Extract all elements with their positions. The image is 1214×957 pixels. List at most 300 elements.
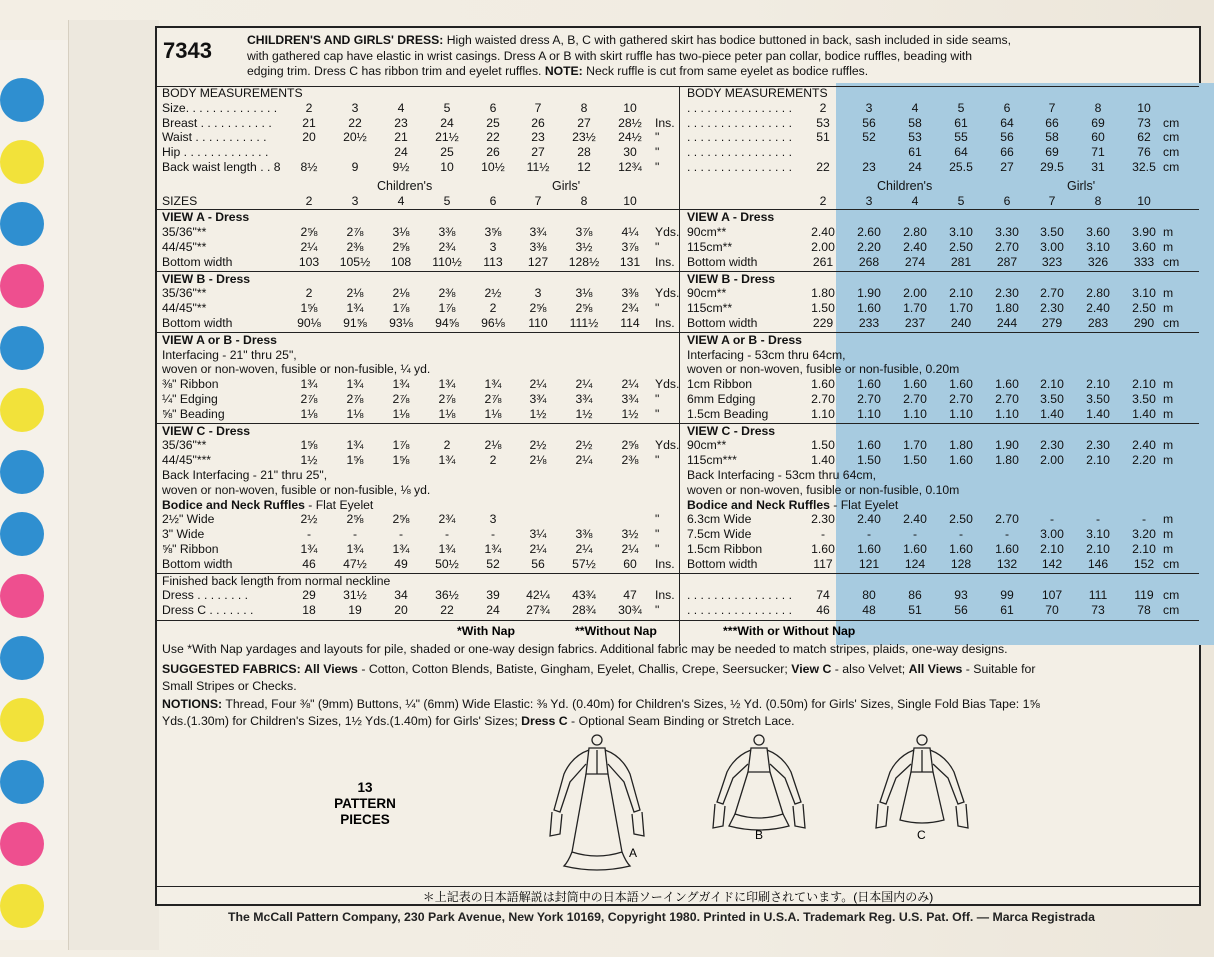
unit-label: Ins.	[655, 115, 675, 130]
cell-value: 1¾	[484, 542, 502, 556]
cell-value: 3¾	[621, 392, 639, 406]
japanese-note: ＊上記表の日本語解説は封筒中の日本語ソーイングガイドに印刷されています。(日本国内のみ)	[157, 886, 1199, 907]
cell-value: 1.60	[857, 377, 881, 392]
row-label: 115cm**	[687, 240, 733, 254]
cell-value: 1.40	[1040, 406, 1064, 421]
unit-label: cm	[1163, 254, 1180, 269]
unit-label: m	[1163, 512, 1174, 527]
row-label: 1cm Ribbon	[687, 377, 753, 392]
section-title-metric: VIEW B - Dress	[687, 271, 776, 286]
cell-value: 18	[302, 603, 316, 618]
cell-value: 57½	[572, 556, 596, 571]
pattern-title: CHILDREN'S AND GIRLS' DRESS:	[247, 33, 444, 47]
cell-value: 1½	[621, 406, 639, 421]
cell-value: 22	[440, 603, 454, 618]
cell-value: 7	[1048, 100, 1056, 115]
cell-value: 2.30	[811, 512, 835, 527]
row-label: 6mm Edging	[687, 392, 756, 406]
size-header-metric: 7	[1048, 193, 1056, 208]
size-header-metric: 2	[819, 193, 827, 208]
cell-value: 3⅜	[575, 527, 593, 542]
cell-value: 2.30	[1040, 438, 1064, 453]
cell-value: 1.60	[857, 542, 881, 556]
cell-value: 46	[302, 556, 316, 571]
cell-value: 240	[950, 316, 972, 330]
cell-value: 1.60	[949, 453, 973, 468]
unit-label: "	[655, 527, 660, 542]
cell-value: 2¼	[300, 240, 318, 254]
row-label: 2½" Wide	[162, 512, 215, 527]
color-dot	[0, 202, 44, 246]
cell-value: 107	[1041, 588, 1063, 603]
cell-value: 27	[531, 145, 545, 160]
cell-value: 9	[351, 160, 359, 174]
cell-value: 2½	[575, 438, 593, 453]
envelope-fold	[68, 20, 159, 950]
size-header: 3	[351, 193, 359, 208]
size-header-metric: 6	[1003, 193, 1011, 208]
suggested-fabrics: SUGGESTED FABRICS: All Views - Cotton, Cotton Blends, Batiste, Gingham, Eyelet, Challis, Crepe, Seersucker; View C - also Velvet; All Views - Suitable for Small Stripes or Checks.	[162, 662, 1036, 693]
cell-value: 2.40	[903, 240, 927, 254]
cell-value: 30¾	[618, 603, 642, 618]
row-label: 35/36"**	[162, 225, 207, 240]
cell-value: 70	[1045, 603, 1059, 618]
row-label: . . . . . . . . . . . . . . . .	[687, 160, 792, 174]
cell-value: 3½	[621, 527, 639, 542]
cell-value: 24	[440, 115, 454, 130]
cell-value: 90⅛	[297, 316, 321, 330]
cell-value: 2.80	[903, 225, 927, 240]
color-dot	[0, 574, 44, 618]
cell-value: -	[444, 527, 450, 542]
cell-value: 2⅜	[438, 286, 456, 301]
cell-value: 1⅝	[300, 301, 318, 316]
cell-value: 333	[1133, 254, 1155, 269]
cell-value: 4¼	[621, 225, 639, 240]
cell-value: 1.70	[949, 301, 973, 316]
cell-value: 2⅝	[346, 512, 364, 527]
cell-value: 1⅛	[392, 406, 410, 421]
cell-value: 93⅛	[389, 316, 413, 330]
cell-value: 127	[527, 254, 549, 269]
row-label: Bottom width	[687, 254, 758, 269]
cell-value: 2¼	[575, 453, 593, 468]
cell-value: 32.5	[1132, 160, 1156, 174]
unit-label: Ins.	[655, 254, 675, 269]
cell-value: 2.30	[1086, 438, 1110, 453]
with-nap-note: *With Nap	[457, 624, 515, 638]
cell-value: 12	[577, 160, 591, 174]
cell-value: 2¼	[621, 542, 639, 556]
cell-value: 1¾	[438, 377, 456, 392]
section-text: Back Interfacing - 21" thru 25",	[162, 468, 328, 482]
cell-value: -	[306, 527, 312, 542]
cell-value: 3.30	[995, 225, 1019, 240]
note-label: NOTE:	[544, 64, 583, 78]
cell-value: 3⅝	[484, 225, 502, 240]
unit-label: m	[1163, 240, 1174, 254]
cell-value: 1.60	[857, 301, 881, 316]
cell-value: 2⅛	[392, 286, 410, 301]
cell-value: 71	[1091, 145, 1105, 160]
row-label: 35/36"**	[162, 286, 207, 301]
cell-value: 142	[1041, 556, 1063, 571]
cell-value: 34	[394, 588, 408, 603]
cell-value: 2¼	[621, 377, 639, 392]
cell-value: 1.40	[1132, 406, 1156, 421]
size-header: 7	[534, 193, 542, 208]
section-rule	[157, 620, 1199, 621]
cell-value: 108	[390, 254, 412, 269]
cell-value: 20	[394, 603, 408, 618]
cell-value: 3.20	[1132, 527, 1156, 542]
cell-value: 3.10	[1086, 527, 1110, 542]
row-label: Hip . . . . . . . . . . . . .	[162, 145, 269, 160]
row-label: 90cm**	[687, 438, 727, 453]
cell-value: 10	[623, 100, 637, 115]
cell-value: 1.60	[995, 377, 1019, 392]
notions: NOTIONS: Thread, Four ⅜" (9mm) Buttons, ¼" (6mm) Wide Elastic: ⅜ Yd. (0.40m) for Children's Sizes, ½ Yd. (0.50m) for Girls' Sizes, Single Fold Bias Tape: 1⅝ Yds.(1.30m) for Children's Sizes, 1½ Yds.(1.40m) for Girls' Sizes; Dress C - Optional Seam Binding or Stretch Lace.	[162, 697, 1040, 728]
view-b-label: B	[755, 828, 764, 842]
row-label: . . . . . . . . . . . . . . . .	[687, 100, 792, 115]
cell-value: 24	[908, 160, 922, 174]
row-label: ⅝" Ribbon	[162, 542, 219, 556]
row-label: . . . . . . . . . . . . . . . .	[687, 588, 792, 603]
cell-value: 146	[1087, 556, 1109, 571]
cell-value: 2.40	[1086, 301, 1110, 316]
color-dot	[0, 884, 44, 928]
cell-value: 2⅝	[575, 301, 593, 316]
cell-value: 69	[1091, 115, 1105, 130]
cell-value: 2	[819, 100, 827, 115]
cell-value: 1⅛	[438, 406, 456, 421]
cell-value: 113	[483, 254, 503, 269]
cell-value: 124	[904, 556, 926, 571]
cell-value: 1.60	[903, 377, 927, 392]
cell-value: 2.40	[903, 512, 927, 527]
cell-value: 1.50	[903, 453, 927, 468]
dress-b-sketch	[709, 734, 809, 834]
unit-label: m	[1163, 542, 1174, 556]
cell-value: 119	[1134, 588, 1154, 603]
cell-value: 2.10	[1132, 542, 1156, 556]
cell-value: 23	[862, 160, 876, 174]
unit-label: "	[655, 130, 660, 145]
row-label: Bottom width	[687, 556, 758, 571]
cell-value: 26	[486, 145, 500, 160]
cell-value: 61	[1000, 603, 1014, 618]
cell-value: 2.20	[857, 240, 881, 254]
cell-value: 22	[348, 115, 362, 130]
cell-value: 2.70	[995, 512, 1019, 527]
cell-value: 3.10	[1086, 240, 1110, 254]
cell-value: 1⅛	[484, 406, 502, 421]
cell-value: 47	[623, 588, 637, 603]
unit-label: "	[655, 512, 660, 527]
cell-value: 24	[486, 603, 500, 618]
unit-label: m	[1163, 286, 1174, 301]
cell-value: 2.10	[1086, 453, 1110, 468]
cell-value: 2.80	[1086, 286, 1110, 301]
cell-value: 58	[908, 115, 922, 130]
cell-value: 19	[348, 603, 362, 618]
cell-value: 3.50	[1132, 392, 1156, 406]
pattern-description	[247, 33, 1197, 80]
cell-value: 2.10	[1040, 542, 1064, 556]
row-label: Back waist length . . 8	[162, 160, 281, 174]
row-label: . . . . . . . . . . . . . . . .	[687, 130, 792, 145]
cell-value: 2⅛	[484, 438, 502, 453]
cell-value: 1⅝	[392, 453, 410, 468]
size-header-metric: 5	[957, 193, 965, 208]
cell-value: 52	[486, 556, 500, 571]
cell-value: 3.90	[1132, 225, 1156, 240]
cell-value: 3⅜	[621, 286, 639, 301]
cell-value: 73	[1137, 115, 1151, 130]
cell-value: 55	[954, 130, 968, 145]
cell-value: 2.50	[949, 240, 973, 254]
desc-line3a: edging trim. Dress C has ribbon trim and eyelet ruffles.	[247, 64, 542, 78]
row-label: 44/45"***	[162, 453, 212, 468]
color-dot-strip	[0, 40, 69, 940]
section-title: VIEW A - Dress	[162, 210, 250, 225]
section-text-metric: Interfacing - 53cm thru 64cm,	[687, 347, 846, 362]
size-header-metric: 10	[1137, 193, 1151, 208]
size-header-metric: 4	[911, 193, 919, 208]
color-dot	[0, 450, 44, 494]
cell-value: 24½	[618, 130, 642, 145]
cell-value: 233	[858, 316, 880, 330]
cell-value: 50½	[435, 556, 459, 571]
cell-value: 1.90	[995, 438, 1019, 453]
row-label: Waist . . . . . . . . . . .	[162, 130, 267, 145]
cell-value: 2¾	[621, 301, 639, 316]
row-label: 90cm**	[687, 225, 727, 240]
cell-value: 121	[858, 556, 880, 571]
cell-value: 3.10	[1132, 286, 1156, 301]
cell-value: 30	[623, 145, 637, 160]
cell-value: 283	[1087, 316, 1109, 330]
section-title: VIEW B - Dress	[162, 271, 251, 286]
color-dot	[0, 822, 44, 866]
cell-value: 64	[954, 145, 968, 160]
cell-value: 2.40	[1132, 438, 1156, 453]
cell-value: 3.50	[1040, 392, 1064, 406]
cell-value: 2.70	[1040, 286, 1064, 301]
cell-value: 281	[950, 254, 972, 269]
cell-value: 3	[865, 100, 873, 115]
size-header-metric: 8	[1094, 193, 1102, 208]
dress-c-sketch	[872, 734, 972, 834]
cell-value: 20	[302, 130, 316, 145]
size-header-metric: 3	[865, 193, 873, 208]
row-label: Dress . . . . . . . .	[162, 588, 249, 603]
cell-value: 2.40	[857, 512, 881, 527]
cell-value: 105½	[339, 254, 371, 269]
cell-value: 2⅜	[621, 453, 639, 468]
cell-value: 1⅝	[346, 453, 364, 468]
cell-value: 2½	[300, 512, 318, 527]
row-label: 7.5cm Wide	[687, 527, 752, 542]
cell-value: 3½	[575, 240, 593, 254]
cell-value: 3¾	[529, 225, 547, 240]
cell-value: 2¾	[438, 512, 456, 527]
unit-label: m	[1163, 301, 1174, 316]
cell-value: 99	[1000, 588, 1014, 603]
cell-value: 56	[862, 115, 876, 130]
cell-value: 1⅛	[346, 406, 364, 421]
cell-value: 3.00	[1040, 240, 1064, 254]
cell-value: 244	[996, 316, 1018, 330]
cell-value: 2⅝	[621, 438, 639, 453]
cell-value: 2.10	[1132, 377, 1156, 392]
section-title-metric: VIEW C - Dress	[687, 423, 776, 438]
row-label: 115cm***	[687, 453, 737, 468]
cell-value: 23½	[572, 130, 596, 145]
cell-value: 93	[954, 588, 968, 603]
cell-value: 8	[1094, 100, 1102, 115]
section-rule	[157, 423, 1199, 424]
unit-label: m	[1163, 225, 1174, 240]
cell-value: 1¾	[300, 377, 318, 392]
cell-value: 1.60	[857, 438, 881, 453]
cell-value: -	[820, 527, 826, 542]
cell-value: 27¾	[526, 603, 550, 618]
cell-value: 29.5	[1040, 160, 1064, 174]
group-girls-metric: Girls'	[1067, 178, 1096, 193]
cell-value: 51	[908, 603, 922, 618]
unit-label: cm	[1163, 130, 1180, 145]
cell-value: 3¾	[529, 392, 547, 406]
pattern-pieces-count: 13 PATTERN PIECES	[334, 780, 396, 827]
unit-label: "	[655, 406, 660, 421]
section-rule	[157, 271, 1199, 272]
cell-value: 1⅛	[300, 406, 318, 421]
unit-label: m	[1163, 377, 1174, 392]
unit-label: "	[655, 160, 660, 174]
cell-value: 2	[489, 453, 497, 468]
cell-value: 326	[1087, 254, 1109, 269]
unit-label: m	[1163, 438, 1174, 453]
unit-label: m	[1163, 527, 1174, 542]
row-label: 44/45"**	[162, 301, 207, 316]
body-measurements-heading: BODY MEASUREMENTS	[162, 86, 303, 100]
cell-value: 64	[1000, 115, 1014, 130]
cell-value: 3.60	[1086, 225, 1110, 240]
cell-value: 25	[440, 145, 454, 160]
row-label: 35/36"**	[162, 438, 207, 453]
size-header: 2	[305, 193, 313, 208]
cell-value: 4	[911, 100, 919, 115]
cell-value: 49	[394, 556, 408, 571]
pattern-number: 7343	[163, 38, 212, 63]
use-text: Use *With Nap yardages and layouts for pile, shaded or one-way design fabrics. Additional fabric may be needed to match stripes, plaids, one-way designs.	[162, 642, 1008, 656]
desc-line1: High waisted dress A, B, C with gathered skirt has bodice buttoned in back, sash included in side seams,	[446, 33, 1012, 47]
cell-value: 7	[534, 100, 542, 115]
section-text-metric: Back Interfacing - 53cm thru 64cm,	[687, 468, 876, 482]
cell-value: 1.90	[857, 286, 881, 301]
cell-value: 31	[1091, 160, 1105, 174]
cell-value: 2.10	[949, 286, 973, 301]
row-label: . . . . . . . . . . . . . . . .	[687, 115, 792, 130]
cell-value: 128½	[568, 254, 600, 269]
cell-value: 1.70	[903, 301, 927, 316]
cell-value: 1.50	[857, 453, 881, 468]
cell-value: 48	[862, 603, 876, 618]
cell-value: 2⅞	[300, 392, 318, 406]
section-rule	[157, 332, 1199, 333]
cell-value: 24	[394, 145, 408, 160]
cell-value: 21½	[435, 130, 459, 145]
sizes-label: SIZES	[162, 193, 198, 208]
cell-value: 2.70	[995, 240, 1019, 254]
cell-value: 237	[904, 316, 926, 330]
row-label: Bottom width	[162, 254, 233, 269]
group-children-metric: Children's	[877, 178, 933, 193]
cell-value: 1.60	[995, 542, 1019, 556]
ruffles-heading: Bodice and Neck Ruffles - Flat Eyelet	[162, 497, 374, 512]
cell-value: 2⅛	[529, 453, 547, 468]
cell-value: 1¾	[346, 438, 364, 453]
cell-value: 21	[394, 130, 408, 145]
cell-value: -	[958, 527, 964, 542]
cell-value: 2.40	[811, 225, 835, 240]
cell-value: 80	[862, 588, 876, 603]
cell-value: 60	[1091, 130, 1105, 145]
unit-label: m	[1163, 406, 1174, 421]
unit-label: "	[655, 240, 660, 254]
cell-value: 1.60	[949, 377, 973, 392]
cell-value: 1⅞	[438, 301, 456, 316]
cell-value: 78	[1137, 603, 1151, 618]
row-label: Breast . . . . . . . . . . .	[162, 115, 272, 130]
color-dot	[0, 140, 44, 184]
cell-value: 2⅞	[346, 392, 364, 406]
cell-value: 96⅛	[481, 316, 505, 330]
unit-label: cm	[1163, 145, 1180, 160]
color-dot	[0, 78, 44, 122]
cell-value: 4	[397, 100, 405, 115]
cell-value: 1.80	[811, 286, 835, 301]
cell-value: 2.10	[1086, 377, 1110, 392]
copyright-line: The McCall Pattern Company, 230 Park Avenue, New York 10169, Copyright 1980. Printed in U.S.A. Trademark Reg. U.S. Pat. Off. — Marca Registrada	[228, 910, 1095, 924]
cell-value: 1½	[575, 406, 593, 421]
view-a-label: A	[629, 846, 638, 860]
cell-value: 1¾	[438, 542, 456, 556]
cell-value: 287	[996, 254, 1018, 269]
cell-value: 229	[812, 316, 834, 330]
section-title: VIEW A or B - Dress	[162, 332, 277, 347]
cell-value: 274	[904, 254, 926, 269]
cell-value: 2¼	[529, 377, 547, 392]
cell-value: 76	[1137, 145, 1151, 160]
row-label: Size. . . . . . . . . . . . . .	[162, 100, 278, 115]
cell-value: 25	[486, 115, 500, 130]
cell-value: 3.10	[949, 225, 973, 240]
cell-value: 117	[813, 556, 833, 571]
desc-line3b: Neck ruffle is cut from same eyelet as bodice ruffles.	[586, 64, 869, 78]
size-header: 8	[580, 193, 588, 208]
cell-value: 8	[580, 100, 588, 115]
unit-label: cm	[1163, 588, 1180, 603]
cell-value: 2	[489, 301, 497, 316]
cell-value: 1.60	[811, 542, 835, 556]
cell-value: 2.00	[903, 286, 927, 301]
cell-value: 3.50	[1040, 225, 1064, 240]
cell-value: 3⅜	[438, 225, 456, 240]
unit-label: "	[655, 145, 660, 160]
unit-label: cm	[1163, 115, 1180, 130]
